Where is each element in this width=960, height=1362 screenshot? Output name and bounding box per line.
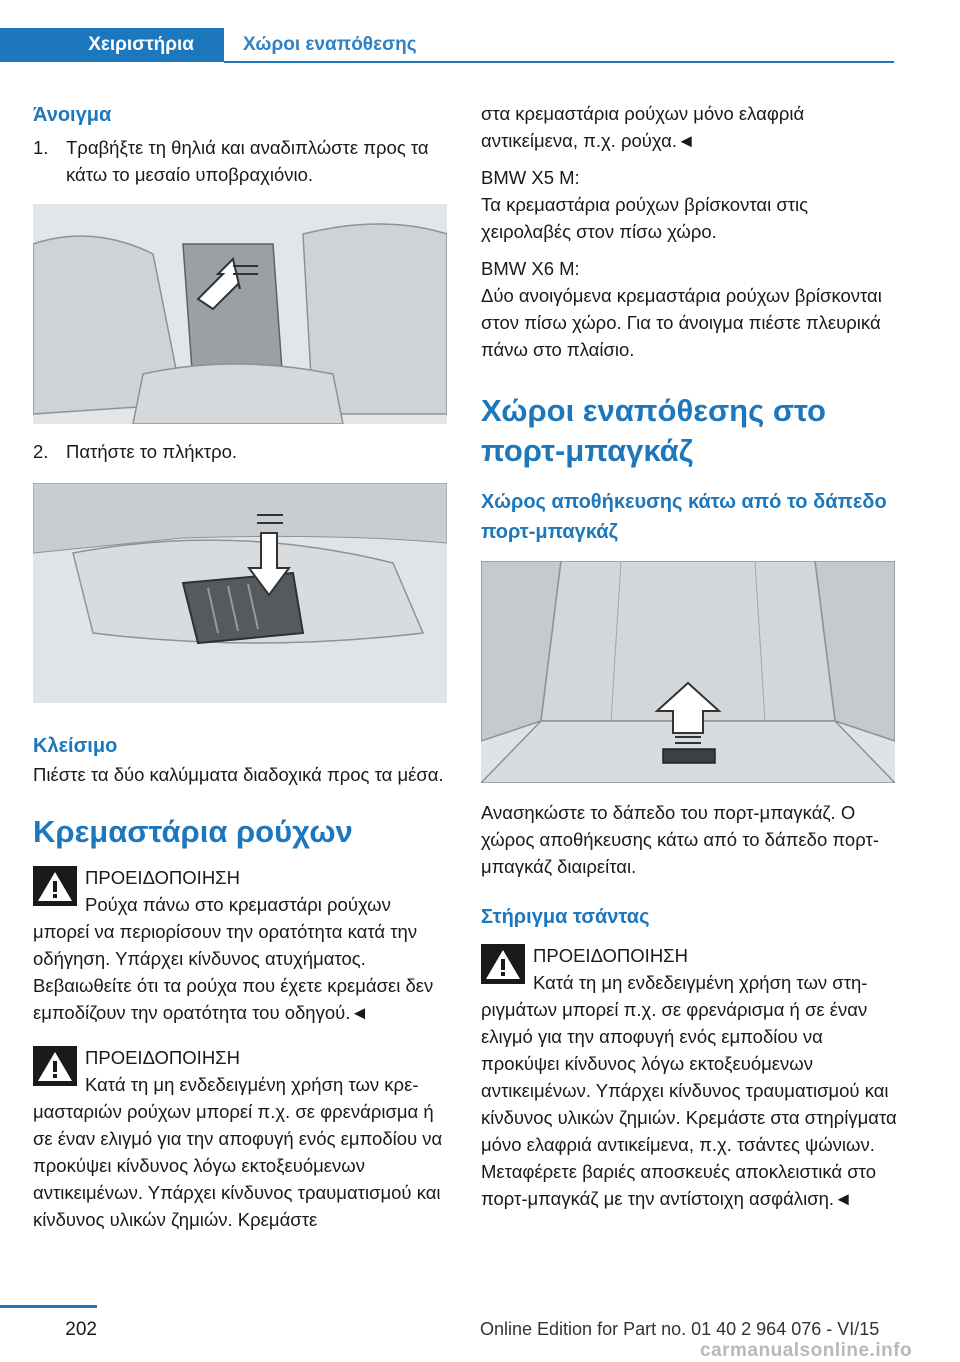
closing-text: Πιέστε τα δύο καλύμματα διαδοχικά προς τα μέσα. [33,764,444,785]
x6-text: Δύο ανοιγόμενα κρεμαστάρια ρούχων βρίσκονται στον πίσω χώρο. Για το άνοιγμα πιέστε πλευρικά πάνω στο πλαίσιο. [481,285,882,360]
warning-block [33,864,449,1026]
warning-title: ΠΡΟΕΙΔΟΠΟΙΗΣΗ [85,1047,240,1068]
under-floor-heading: Χώρος αποθήκευσης κάτω από το δάπεδο πορτ-μπαγκάζ [481,491,887,543]
edition-text: Online Edition for Part no. 01 40 2 964 076 - VI/15 [480,1319,880,1339]
step-item [33,134,449,188]
closing-heading: Κλείσιμο [33,735,118,757]
warning-icon [33,866,77,906]
warning-first-line: Ρούχα πάνω στο κρεμαστάρι ρούχων [85,894,391,915]
warning-body: ριγμάτων μπορεί π.χ. σε φρενάρισμα ή σε έναν ελιγμό για την αποφυγή ενός εμποδίου να προκύψει κίνδυνος λόγω εκτοξευόμενων αντικειμένων. Υπάρχει κίνδυνος τραυματισμού και κίνδυνος υλικών ζημιών. Κρεμάστε στα στηρίγματα μόνο ελαφριά αντικείμενα, π.χ. τσάντες ψώνιων. Μεταφέρετε βαριές αποσκευές αποκλειστικά στο πορτ-μπαγκάζ με την αντίστοιχη ασφάλιση.◄ [481,999,897,1209]
warning-icon [33,1046,77,1086]
left-column [33,100,449,1233]
step-item [33,438,449,465]
header-rule [224,61,894,63]
button-illustration [33,483,447,703]
footer-rule [0,1305,97,1308]
trunk-storage-heading: Χώροι εναπόθεσης στο πορτ-μπαγκάζ [481,393,826,468]
warning-title: ΠΡΟΕΙΔΟΠΟΙΗΣΗ [85,867,240,888]
step-text: Τραβήξτε τη θηλιά και αναδιπλώστε προς τα κάτω το μεσαίο υποβραχιόνιο. [66,137,429,185]
header-tabbar [0,0,960,62]
under-floor-text: Ανασηκώστε το δάπεδο του πορτ-μπαγκάζ. Ο χώρος αποθήκευσης κάτω από το δάπεδο πορτ-μπαγκάζ διαιρείται. [481,802,879,877]
warning-icon [481,944,525,984]
warning-block [481,942,897,1212]
warning-block [33,1044,449,1233]
warning-first-line: Κατά τη μη ενδεδειγμένη χρήση των κρε- [85,1074,419,1095]
warning-body: μασταριών ρούχων μπορεί π.χ. σε φρενάρισμα ή σε έναν ελιγμό για την αποφυγή ενός εμποδίου να προκύψει κίνδυνος λόγω εκτοξευόμενων αντικειμένων. Υπάρχει κίνδυνος τραυματισμού και κίνδυνος υλικών ζημιών. Κρεμάστε [33,1101,443,1230]
warning-title: ΠΡΟΕΙΔΟΠΟΙΗΣΗ [533,945,688,966]
step-number: 1. [33,137,49,158]
hangers-heading: Κρεμαστάρια ρούχων [33,814,353,849]
x5-text: Τα κρεμαστάρια ρούχων βρίσκονται στις χειρολαβές στον πίσω χώρο. [481,194,809,242]
page-number: 202 [65,1319,97,1340]
bag-holder-heading: Στήριγμα τσάντας [481,906,650,928]
hanger-continued-text: στα κρεμαστάρια ρούχων μόνο ελαφριά αντικείμενα, π.χ. ρούχα.◄ [481,103,805,151]
tab-storage[interactable]: Χώροι εναπόθεσης [243,34,417,55]
step-number: 2. [33,441,49,462]
warning-first-line: Κατά τη μη ενδεδειγμένη χρήση των στη- [533,972,868,993]
warning-body: μπορεί να περιορίσουν την ορατότητα κατά την οδήγηση. Υπάρχει κίνδυνος ατυχήματος. Βεβαιωθείτε ότι τα ρούχα που έχετε κρεμάσει δεν εμποδίζουν την ορατότητα του οδηγού.◄ [33,921,434,1023]
watermark-logo: carmanualsonline.info [700,1340,913,1361]
armrest-illustration [33,204,447,424]
x6-label: BMW X6 M: [481,258,580,279]
right-column [481,100,897,1212]
trunk-floor-illustration [481,561,895,783]
tab-controls[interactable]: Χειριστήρια [0,28,224,62]
opening-heading: Άνοιγμα [33,104,112,126]
step-text: Πατήστε το πλήκτρο. [66,441,238,462]
x5-label: BMW X5 M: [481,167,580,188]
